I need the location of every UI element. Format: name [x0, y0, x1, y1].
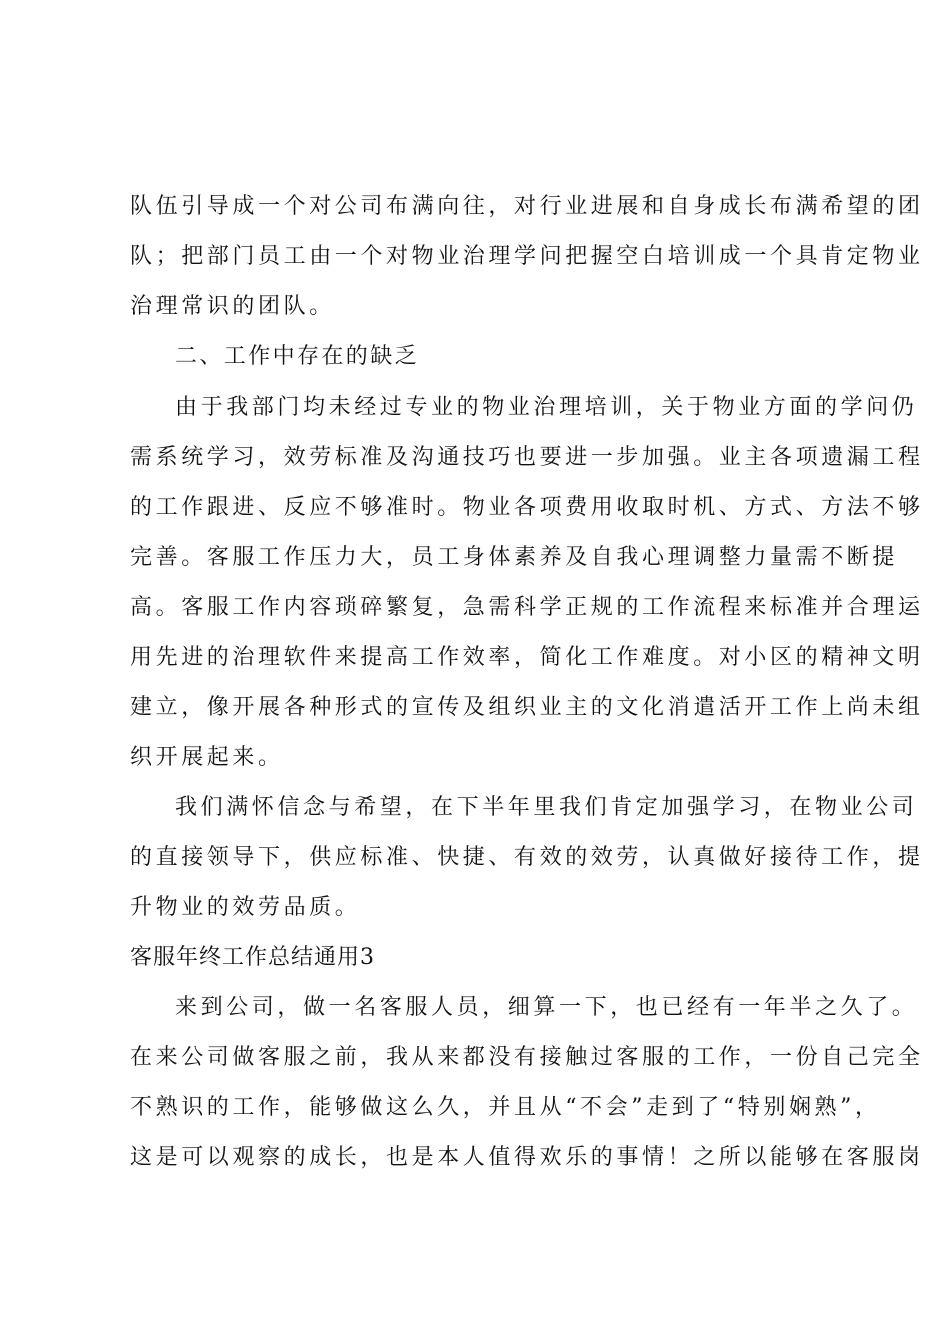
body-text-line: 的直接领导下，供应标准、快捷、有效的效劳，认真做好接待工作，提 [130, 845, 924, 870]
body-text-line: 由于我部门均未经过专业的物业治理培训，关于物业方面的学问仍 [175, 395, 918, 420]
body-text-line: 队伍引导成一个对公司布满向往，对行业进展和自身成长布满希望的团 [130, 194, 924, 219]
body-text-line: 高。客服工作内容琐碎繁复，急需科学正规的工作流程来标准并合理运 [130, 595, 924, 620]
body-text-line: 这是可以观察的成长，也是本人值得欢乐的事情！之所以能够在客服岗 [130, 1145, 924, 1170]
body-text-line: 升物业的效劳品质。 [130, 895, 361, 920]
body-text-line: 用先进的治理软件来提高工作效率，简化工作难度。对小区的精神文明 [130, 645, 924, 670]
body-text-line: 不熟识的工作，能够做这么久，并且从“不会”走到了“特别娴熟”， [130, 1095, 881, 1120]
body-text-line: 织开展起来。 [130, 745, 284, 770]
body-text-line: 治理常识的团队。 [130, 294, 335, 319]
body-text-line: 来到公司，做一名客服人员，细算一下，也已经有一年半之久了。 [175, 995, 918, 1020]
section-title: 客服年终工作总结通用3 [130, 945, 375, 970]
body-text-line: 的工作跟进、反应不够准时。物业各项费用收取时机、方式、方法不够 [130, 495, 924, 520]
body-text-line: 建立，像开展各种形式的宣传及组织业主的文化消遣活开工作上尚未组 [130, 695, 924, 720]
body-text-line: 队；把部门员工由一个对物业治理学问把握空白培训成一个具肯定物业 [130, 244, 924, 269]
body-text-line: 我们满怀信念与希望，在下半年里我们肯定加强学习，在物业公司 [175, 795, 918, 820]
body-text-line: 需系统学习，效劳标准及沟通技巧也要进一步加强。业主各项遗漏工程 [130, 445, 924, 470]
body-text-line: 在来公司做客服之前，我从来都没有接触过客服的工作，一份自己完全 [130, 1045, 924, 1070]
section-heading: 二、工作中存在的缺乏 [175, 344, 420, 369]
body-text-line: 完善。客服工作压力大，员工身体素养及自我心理调整力量需不断提 [130, 545, 899, 570]
